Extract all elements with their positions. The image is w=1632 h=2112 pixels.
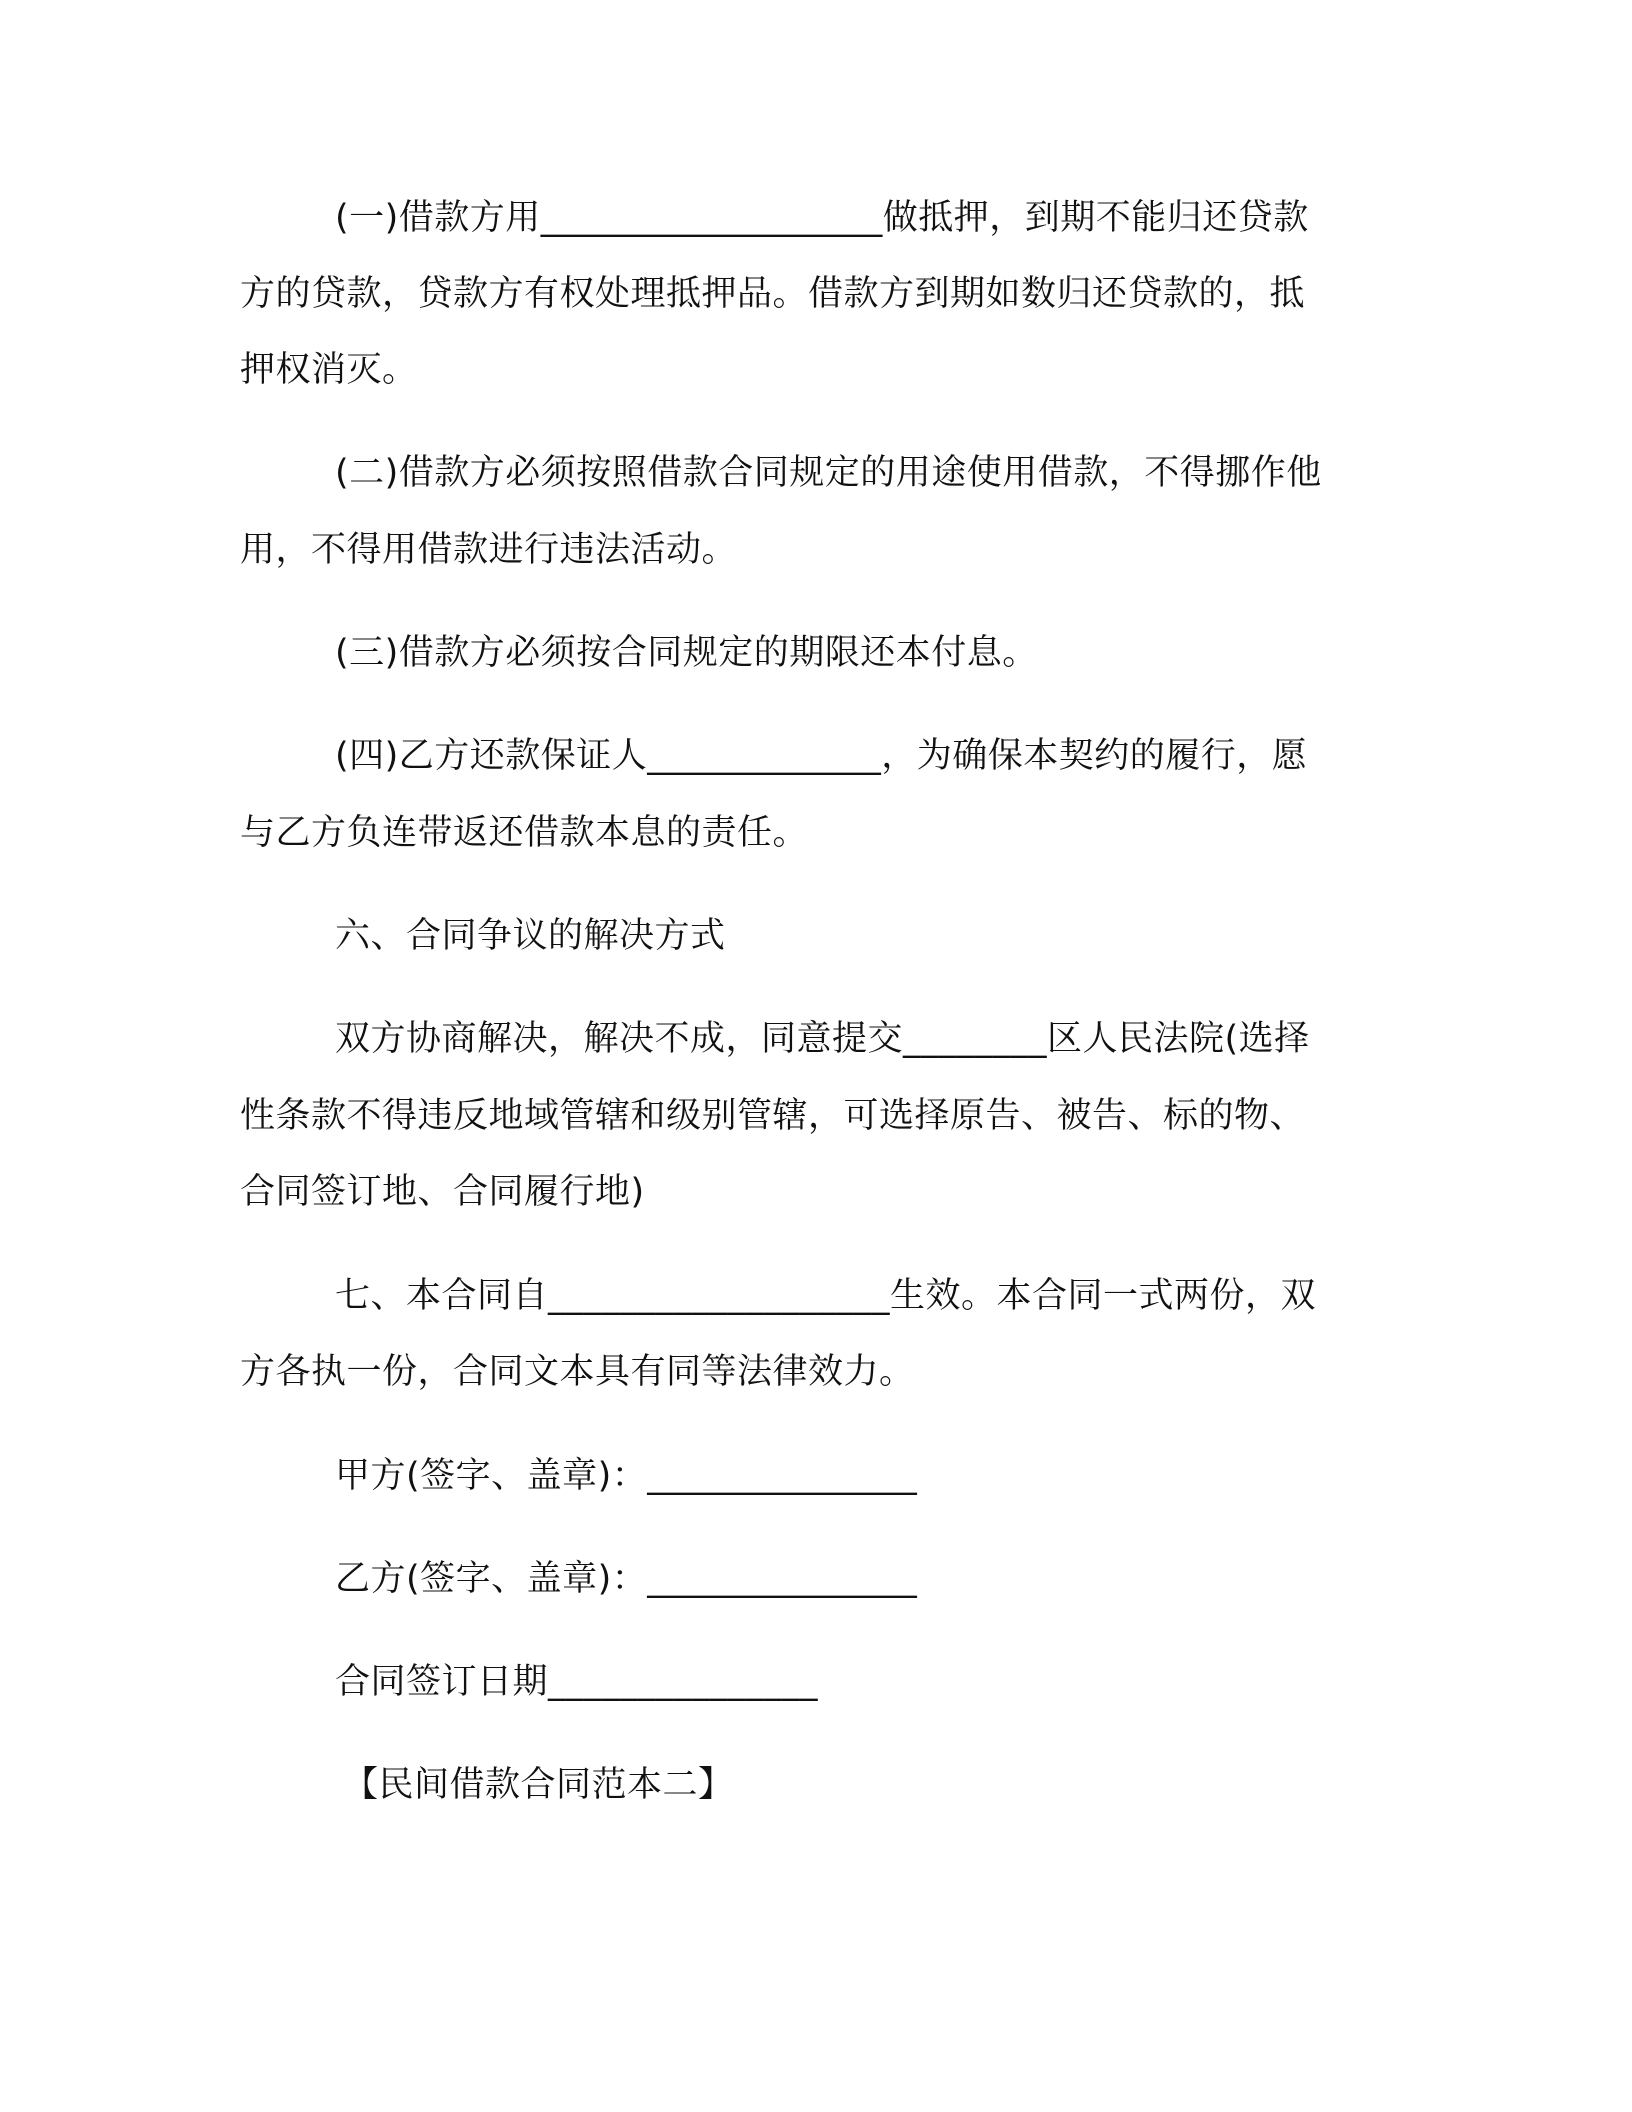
party-a-signature: 甲方(签字、盖章)：_______________ <box>335 1456 918 1496</box>
section-six-line-1: 双方协商解决，解决不成，同意提交________区人民法院(选择 <box>335 1019 1310 1059</box>
clause-1-line-3: 押权消灭。 <box>240 350 418 390</box>
clause-1-line-2: 方的贷款，贷款方有权处理抵押品。借款方到期如数归还贷款的，抵 <box>240 274 1306 314</box>
sign-date: 合同签订日期_______________ <box>335 1662 819 1702</box>
clause-4-line-1: (四)乙方还款保证人_____________，为确保本契约的履行，愿 <box>335 736 1308 776</box>
party-b-signature: 乙方(签字、盖章)：_______________ <box>335 1559 918 1599</box>
clause-1-line-1: (一)借款方用___________________做抵押，到期不能归还贷款 <box>335 198 1309 238</box>
clause-4-line-2: 与乙方负连带返还借款本息的责任。 <box>240 813 809 853</box>
section-seven-line-1: 七、本合同自___________________生效。本合同一式两份，双 <box>335 1276 1317 1316</box>
section-six-line-2: 性条款不得违反地域管辖和级别管辖，可选择原告、被告、标的物、 <box>240 1096 1306 1136</box>
next-contract-title: 【民间借款合同范本二】 <box>343 1765 734 1805</box>
section-seven-line-2: 方各执一份，合同文本具有同等法律效力。 <box>240 1352 915 1392</box>
section-six-heading: 六、合同争议的解决方式 <box>335 916 726 956</box>
clause-3-line-1: (三)借款方必须按合同规定的期限还本付息。 <box>335 633 1038 673</box>
clause-2-line-1: (二)借款方必须按照借款合同规定的用途使用借款，不得挪作他 <box>335 453 1322 493</box>
section-six-line-3: 合同签订地、合同履行地) <box>240 1172 645 1212</box>
clause-2-line-2: 用，不得用借款进行违法活动。 <box>240 530 738 570</box>
